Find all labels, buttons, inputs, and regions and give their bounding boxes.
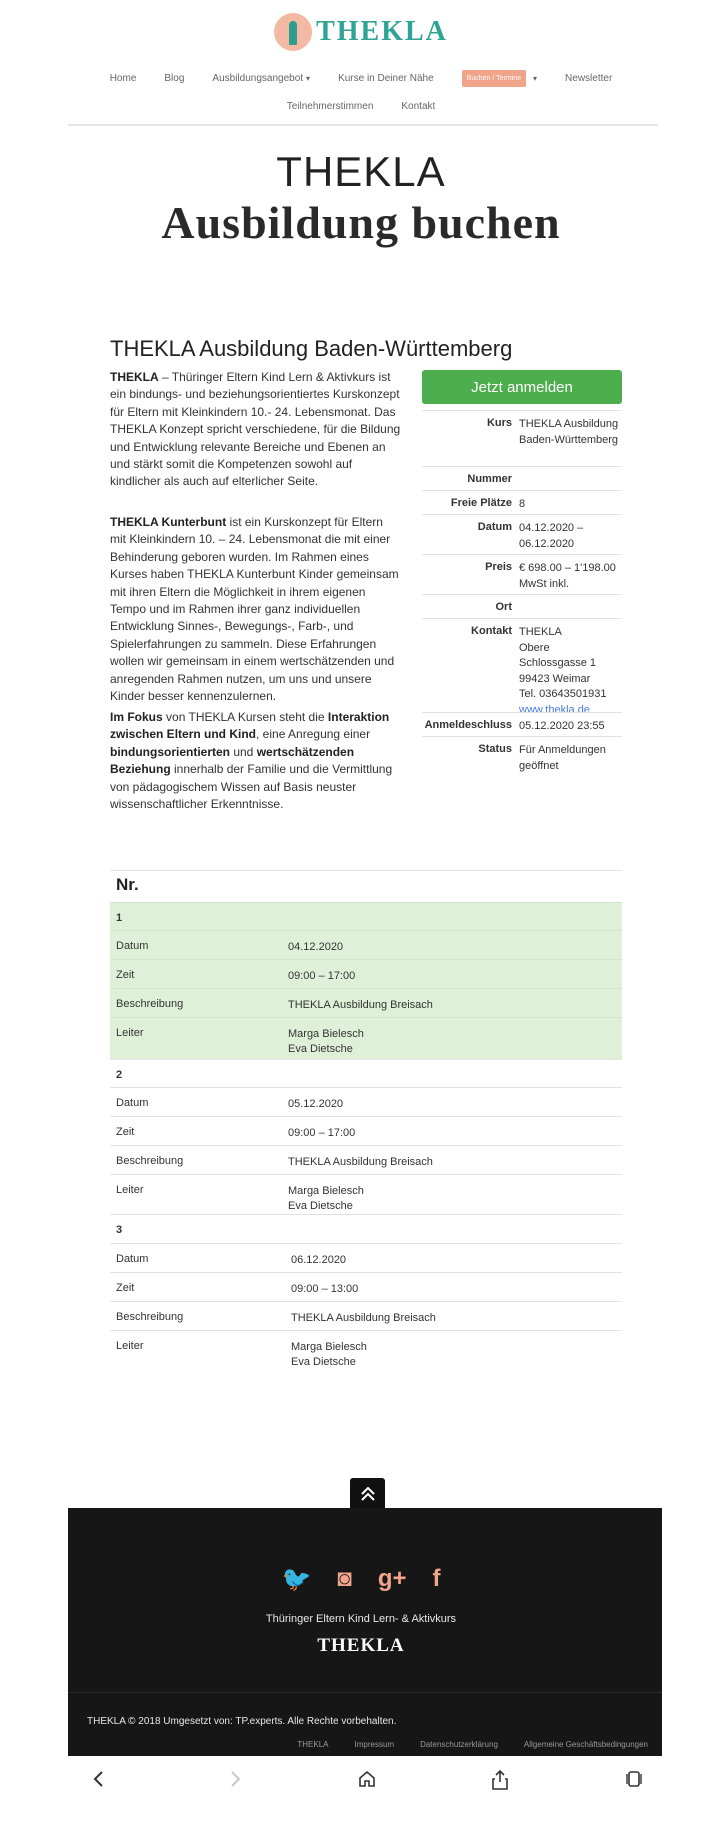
leader-name: Marga Bielesch [291, 1341, 367, 1353]
row-value: 04.12.2020 [288, 941, 344, 953]
row-value: 05.12.2020 [288, 1098, 344, 1110]
course-title: THEKLA Ausbildung Baden-Württemberg [110, 336, 513, 361]
leader-name: Eva Dietsche [291, 1356, 356, 1368]
fokus-bold: wertschätzenden Beziehung [110, 744, 355, 777]
header-divider [68, 124, 658, 126]
fokus-text: , eine Anregung einer [256, 727, 371, 742]
row-label: Beschreibung [116, 1155, 184, 1167]
nav-newsletter[interactable]: Newsletter [565, 73, 613, 84]
contact-line: THEKLA [519, 626, 562, 638]
main-nav-row-1 [0, 70, 722, 87]
instagram-icon[interactable]: ◙ [337, 1565, 352, 1592]
facebook-icon[interactable]: f [432, 1565, 441, 1592]
info-label: Anmeldeschluss [424, 719, 512, 731]
row-value: THEKLA Ausbildung Breisach [291, 1312, 436, 1324]
nav-ausbildungsangebot[interactable] [212, 73, 310, 84]
row-value: 06.12.2020 [291, 1254, 347, 1266]
share-icon[interactable] [491, 1770, 509, 1795]
info-value: € 698.00 – 1'198.00 MwSt inkl. [519, 562, 616, 590]
footer-link-agb[interactable]: Allgemeine Geschäftsbedingungen [523, 1740, 648, 1749]
info-row-kontakt [422, 618, 622, 716]
session-number-row [110, 902, 622, 931]
row-value: THEKLA Ausbildung Breisach [288, 1156, 433, 1168]
info-row-preis [422, 554, 622, 595]
table-row [110, 959, 622, 989]
row-label: Datum [116, 940, 149, 952]
info-label: Freie Plätze [450, 497, 512, 509]
schedule-header-nr: Nr. [116, 875, 139, 894]
row-label: Zeit [116, 1282, 135, 1294]
intro-text: – Thüringer Eltern Kind Lern & Aktivkurs ist ein bindungs- und beziehungsorientiertes Kurskonzept für Eltern mit Kleinkindern 10.- 24. Lebensmonat. Das THEKLA Konzept spricht verschiedene, für die Bildung und Entwicklung relevante Bereiche und Ebenen an und stärkt somit die Kompetenzen sowohl auf kindlicher als auch auf elterlicher Seite. [110, 370, 401, 489]
intro-paragraph-2 [110, 514, 402, 705]
table-row [110, 1301, 622, 1331]
session-number: 1 [116, 912, 123, 924]
row-label: Beschreibung [116, 998, 184, 1010]
leader-name: Marga Bielesch [288, 1185, 364, 1197]
fokus-text: von THEKLA Kursen steht die [162, 710, 328, 724]
nav-buchen-termine[interactable]: Buchen / Termine [462, 70, 526, 87]
row-value: 09:00 – 17:00 [288, 970, 356, 982]
contact-phone: Tel. 03643501931 [519, 688, 607, 700]
info-label: Ort [495, 601, 512, 613]
home-icon[interactable] [358, 1770, 376, 1793]
hero-title-line1: THEKLA [276, 148, 446, 195]
leader-name: Marga Bielesch [288, 1028, 364, 1040]
footer-divider [68, 1692, 662, 1693]
info-row-anmeldeschluss [422, 712, 622, 737]
info-value: 04.12.2020 – 06.12.2020 [519, 522, 584, 550]
contact-line: Schlossgasse 1 [519, 657, 597, 669]
row-label: Leiter [116, 1184, 144, 1196]
row-value [288, 1027, 364, 1057]
row-label: Leiter [116, 1340, 144, 1352]
info-label: Kurs [486, 417, 512, 429]
info-row-freie-plaetze [422, 490, 622, 515]
table-row [110, 1116, 622, 1146]
info-value: Für Anmeldungen geöffnet [519, 744, 606, 772]
session-number: 3 [116, 1224, 123, 1236]
twitter-icon[interactable]: 🐦 [281, 1566, 312, 1593]
fokus-bold: Interaktion zwischen Eltern und Kind [110, 710, 390, 742]
fokus-bold: Im Fokus [110, 710, 163, 724]
footer-link-impressum[interactable]: Impressum [354, 1740, 395, 1749]
scroll-to-top-button[interactable] [350, 1478, 385, 1510]
register-button[interactable]: Jetzt anmelden [422, 370, 622, 404]
footer-link-thekla[interactable]: THEKLA [297, 1740, 329, 1749]
nav-label: Ausbildungsangebot [212, 73, 304, 84]
info-row-status [422, 736, 622, 777]
footer-logo[interactable]: THEKLA [317, 1635, 405, 1656]
nav-teilnehmerstimmen[interactable]: Teilnehmerstimmen [286, 101, 374, 112]
footer-tagline: Thüringer Eltern Kind Lern- & Aktivkurs [265, 1613, 457, 1625]
info-value: THEKLA Ausbildung Baden-Württemberg [519, 418, 619, 446]
row-value: 09:00 – 17:00 [288, 1127, 356, 1139]
row-label: Zeit [116, 1126, 135, 1138]
table-row [110, 1087, 622, 1117]
contact-line: Obere [519, 641, 550, 654]
copyright-text: THEKLA © 2018 Umgesetzt von: TP.experts. Alle Rechte vorbehalten. [87, 1716, 397, 1727]
leader-name: Eva Dietsche [288, 1043, 353, 1055]
info-row-kurs [422, 410, 622, 467]
back-icon[interactable] [92, 1770, 106, 1793]
nav-blog[interactable]: Blog [164, 73, 185, 84]
nav-kurse[interactable]: Kurse in Deiner Nähe [338, 73, 434, 84]
info-row-datum [422, 514, 622, 555]
footer-link-datenschutz[interactable]: Datenschutzerklärung [420, 1740, 498, 1749]
table-row [110, 930, 622, 960]
leader-name: Eva Dietsche [288, 1200, 353, 1212]
info-label: Datum [477, 521, 512, 533]
table-row [110, 1330, 622, 1373]
row-value: 09:00 – 13:00 [291, 1283, 359, 1295]
info-row-nummer [422, 466, 622, 491]
table-row [110, 988, 622, 1018]
info-label: Kontakt [471, 625, 512, 637]
session-number-row [110, 1214, 622, 1244]
main-nav-row-2 [0, 101, 722, 112]
hero-title-line2: Ausbildung buchen [161, 197, 561, 248]
fokus-text: innerhalb der Familie und die Vermittlung von pädagogischem Wissen auf Basis neuster wissenschaftlicher Erkenntnisse. [110, 762, 393, 812]
row-label: Datum [116, 1253, 149, 1265]
intro-paragraph-1 [110, 369, 402, 491]
fokus-text: und [230, 744, 257, 759]
nav-home[interactable]: Home [109, 73, 137, 84]
footer-links [68, 1740, 662, 1749]
info-label: Nummer [467, 473, 512, 485]
intro-paragraph-3 [110, 709, 402, 813]
contact-website-link[interactable]: www.thekla.de [519, 703, 590, 716]
info-value: 05.12.2020 23:55 [519, 720, 605, 732]
row-value [291, 1340, 367, 1370]
forward-icon[interactable] [228, 1770, 242, 1793]
contact-line: 99423 Weimar [519, 672, 591, 685]
site-logo[interactable] [0, 12, 722, 52]
double-chevron-up-icon [360, 1487, 376, 1501]
info-row-ort [422, 594, 622, 619]
caret-down-icon[interactable]: ▾ [533, 74, 538, 83]
tabs-icon[interactable] [625, 1770, 643, 1793]
kunterbunt-text: ist ein Kurskonzept für Eltern mit Kleinkindern 10. – 24. Lebensmonat die mit einer Behinderung geboren wurden. Im Rahmen eines Kurses haben THEKLA Kunterbunt Kinder gemeinsam mit ihren Eltern die Möglichkeit in ihrem eigenen Tempo und im Rahmen ihrer ganz individuellen Entwicklung Sinnes-, Bewegungs-, Farb-, und Spielerfahrungen zu sammeln. Diese Erfahrungen wollen wir gemeinsam in einem wertschätzenden und anregenden Rahmen nutzen, um uns und unsere Kinder besser kennenzulernen. [110, 515, 399, 704]
table-row [110, 1272, 622, 1302]
caret-down-icon: ▾ [306, 74, 311, 83]
info-label: Status [478, 743, 512, 755]
session-number: 2 [116, 1069, 123, 1081]
row-label: Datum [116, 1097, 149, 1109]
logo-mark-icon [274, 13, 312, 51]
schedule-header-row [110, 870, 622, 903]
fokus-bold: bindungsorientierten [110, 744, 230, 759]
table-row [110, 1174, 622, 1215]
row-value: THEKLA Ausbildung Breisach [288, 999, 433, 1011]
contact-block [519, 625, 622, 718]
kunterbunt-bold: THEKLA Kunterbunt [110, 515, 227, 529]
intro-bold: THEKLA [110, 370, 159, 384]
nav-kontakt[interactable]: Kontakt [401, 101, 436, 112]
table-row [110, 1017, 622, 1060]
table-row [110, 1145, 622, 1175]
google-plus-icon[interactable]: g+ [377, 1565, 407, 1592]
row-value [288, 1184, 364, 1214]
social-links [0, 1565, 722, 1594]
info-label: Preis [485, 561, 512, 573]
session-number-row [110, 1059, 622, 1088]
table-row [110, 1243, 622, 1273]
info-value: 8 [519, 498, 526, 510]
logo-text: THEKLA [316, 16, 448, 47]
row-label: Zeit [116, 969, 135, 981]
row-label: Beschreibung [116, 1311, 184, 1323]
row-label: Leiter [116, 1027, 144, 1039]
